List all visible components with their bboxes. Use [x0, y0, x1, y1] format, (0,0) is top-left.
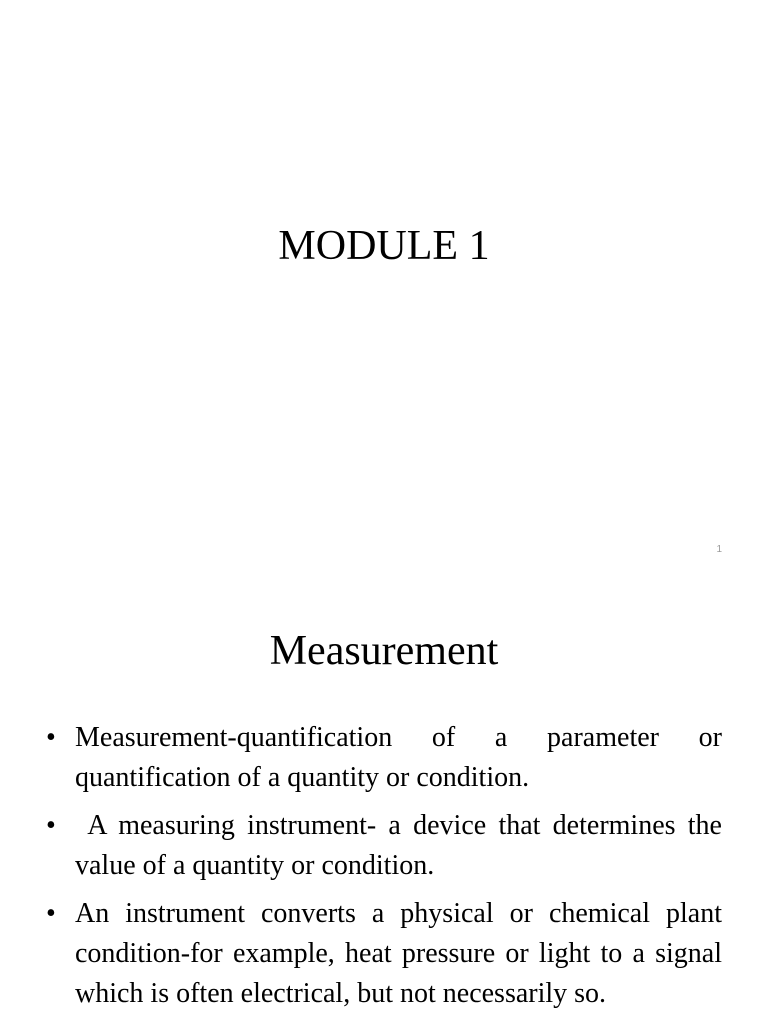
bullet-marker: • [46, 722, 56, 753]
bullet-list [46, 718, 722, 1022]
bullet-marker: • [46, 898, 56, 929]
slide-measurement [0, 576, 768, 1024]
section-title: Measurement [269, 628, 499, 674]
bullet-text: An instrument converts a physical or chemical plant condition-for example, heat pressure or light to a signal which is often electrical, but not necessarily so. [75, 898, 722, 1009]
bullet-text: Measurement-quantification of a parameter or quantification of a quantity or condition. [75, 722, 722, 793]
module-title: MODULE 1 [278, 223, 490, 269]
slide-number: 1 [716, 544, 722, 555]
bullet-marker: • [46, 810, 56, 841]
bullet-item [46, 894, 722, 1014]
bullet-item [46, 718, 722, 798]
bullet-item [46, 806, 722, 886]
bullet-text: A measuring instrument- a device that determines the value of a quantity or condition. [75, 810, 722, 881]
